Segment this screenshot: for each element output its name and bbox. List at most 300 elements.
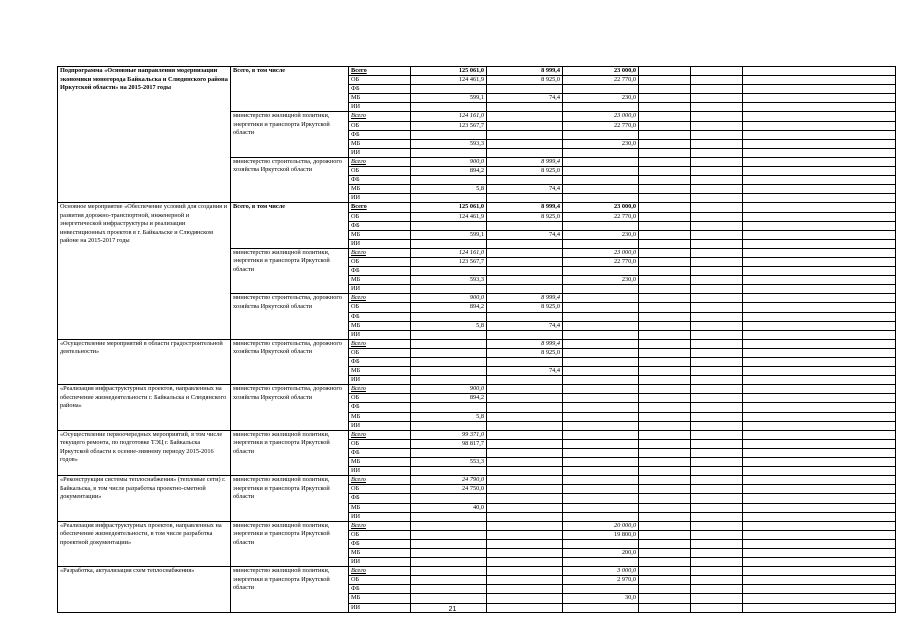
funding-source-cell: Всего	[349, 521, 411, 530]
value-cell	[411, 512, 487, 521]
empty-cell	[691, 339, 743, 348]
value-cell: 124 461,9	[411, 76, 487, 85]
executor-cell: министерство строительства, дорожного хозяйства Иркутской области	[231, 294, 349, 339]
executor-cell: министерство строительства, дорожного хозяйства Иркутской области	[231, 385, 349, 430]
value-cell	[563, 539, 639, 548]
empty-cell	[691, 312, 743, 321]
empty-cell	[691, 212, 743, 221]
value-cell	[487, 412, 563, 421]
value-cell	[487, 239, 563, 248]
empty-cell	[691, 157, 743, 166]
value-cell	[487, 139, 563, 148]
value-cell	[487, 267, 563, 276]
empty-cell	[639, 485, 691, 494]
funding-source-cell: ИИ	[349, 512, 411, 521]
value-cell	[487, 148, 563, 157]
value-cell	[411, 530, 487, 539]
event-name-cell: Подпрограмма «Основные направления модернизации экономики моногорода Байкальска и Слюдянского района Иркутской области» на 2015-2017 годы	[58, 67, 231, 203]
funding-source-cell: ИИ	[349, 603, 411, 612]
value-cell: 74,4	[487, 230, 563, 239]
value-cell: 24 750,0	[411, 485, 487, 494]
page-number: 21	[448, 606, 457, 613]
empty-cell	[691, 485, 743, 494]
empty-cell	[691, 476, 743, 485]
funding-source-cell: ИИ	[349, 148, 411, 157]
empty-cell	[639, 85, 691, 94]
table-row	[58, 67, 896, 76]
empty-cell	[639, 394, 691, 403]
value-cell	[487, 567, 563, 576]
funding-source-cell: ФБ	[349, 267, 411, 276]
value-cell	[487, 103, 563, 112]
value-cell	[563, 330, 639, 339]
empty-cell	[691, 130, 743, 139]
value-cell: 40,0	[411, 503, 487, 512]
empty-cell	[743, 85, 896, 94]
empty-cell	[743, 148, 896, 157]
empty-cell	[691, 103, 743, 112]
empty-cell	[743, 94, 896, 103]
empty-cell	[639, 476, 691, 485]
table-row	[58, 339, 896, 348]
funding-source-cell: ОБ	[349, 348, 411, 357]
value-cell	[563, 358, 639, 367]
value-cell: 22 770,0	[563, 121, 639, 130]
value-cell: 900,0	[411, 294, 487, 303]
funding-source-cell: ФБ	[349, 176, 411, 185]
funding-source-cell: ИИ	[349, 103, 411, 112]
funding-source-cell: ОБ	[349, 167, 411, 176]
empty-cell	[743, 221, 896, 230]
value-cell	[411, 539, 487, 548]
empty-cell	[691, 494, 743, 503]
value-cell: 8 925,0	[487, 76, 563, 85]
value-cell	[411, 558, 487, 567]
funding-source-cell: ОБ	[349, 212, 411, 221]
value-cell	[487, 421, 563, 430]
value-cell	[487, 548, 563, 557]
budget-table	[57, 66, 896, 613]
empty-cell	[691, 403, 743, 412]
value-cell: 8 925,0	[487, 167, 563, 176]
empty-cell	[691, 448, 743, 457]
value-cell	[487, 276, 563, 285]
value-cell: 894,2	[411, 303, 487, 312]
funding-source-cell: МБ	[349, 458, 411, 467]
executor-cell: Всего, в том числе	[231, 203, 349, 248]
value-cell: 22 770,0	[563, 212, 639, 221]
value-cell	[563, 303, 639, 312]
empty-cell	[743, 539, 896, 548]
value-cell	[563, 367, 639, 376]
value-cell	[487, 330, 563, 339]
funding-source-cell: ФБ	[349, 312, 411, 321]
funding-source-cell: ИИ	[349, 330, 411, 339]
value-cell	[563, 312, 639, 321]
empty-cell	[691, 385, 743, 394]
empty-cell	[743, 67, 896, 76]
empty-cell	[743, 194, 896, 203]
empty-cell	[639, 376, 691, 385]
value-cell	[563, 376, 639, 385]
empty-cell	[639, 167, 691, 176]
empty-cell	[639, 567, 691, 576]
empty-cell	[691, 176, 743, 185]
table-row	[58, 476, 896, 485]
empty-cell	[743, 367, 896, 376]
value-cell: 230,0	[563, 94, 639, 103]
empty-cell	[639, 558, 691, 567]
value-cell: 74,4	[487, 367, 563, 376]
empty-cell	[743, 494, 896, 503]
empty-cell	[691, 585, 743, 594]
value-cell	[487, 358, 563, 367]
empty-cell	[691, 467, 743, 476]
empty-cell	[743, 421, 896, 430]
value-cell	[563, 485, 639, 494]
funding-source-cell: МБ	[349, 548, 411, 557]
value-cell: 8 999,4	[487, 157, 563, 166]
value-cell	[487, 485, 563, 494]
value-cell: 8 925,0	[487, 348, 563, 357]
value-cell	[563, 167, 639, 176]
value-cell	[487, 112, 563, 121]
value-cell: 123 567,7	[411, 257, 487, 266]
empty-cell	[691, 576, 743, 585]
value-cell: 8 925,0	[487, 212, 563, 221]
value-cell: 98 817,7	[411, 439, 487, 448]
empty-cell	[743, 558, 896, 567]
value-cell	[411, 148, 487, 157]
value-cell: 2 970,0	[563, 576, 639, 585]
value-cell	[563, 421, 639, 430]
value-cell	[487, 585, 563, 594]
value-cell: 553,3	[411, 458, 487, 467]
empty-cell	[639, 439, 691, 448]
value-cell	[487, 439, 563, 448]
funding-source-cell: Всего	[349, 112, 411, 121]
funding-source-cell: ФБ	[349, 358, 411, 367]
value-cell: 124 461,9	[411, 212, 487, 221]
empty-cell	[691, 221, 743, 230]
empty-cell	[743, 430, 896, 439]
empty-cell	[743, 576, 896, 585]
empty-cell	[639, 403, 691, 412]
executor-cell: министерство жилищной политики, энергетики и транспорта Иркутской области	[231, 476, 349, 521]
empty-cell	[639, 130, 691, 139]
executor-cell: министерство жилищной политики, энергетики и транспорта Иркутской области	[231, 248, 349, 293]
empty-cell	[691, 94, 743, 103]
empty-cell	[639, 430, 691, 439]
value-cell	[563, 503, 639, 512]
value-cell	[563, 194, 639, 203]
value-cell	[563, 294, 639, 303]
empty-cell	[639, 358, 691, 367]
value-cell	[411, 376, 487, 385]
empty-cell	[691, 230, 743, 239]
value-cell	[411, 85, 487, 94]
empty-cell	[691, 257, 743, 266]
empty-cell	[691, 276, 743, 285]
empty-cell	[743, 476, 896, 485]
funding-source-cell: ОБ	[349, 303, 411, 312]
value-cell: 894,2	[411, 394, 487, 403]
funding-source-cell: ОБ	[349, 530, 411, 539]
empty-cell	[691, 358, 743, 367]
empty-cell	[691, 367, 743, 376]
value-cell	[563, 221, 639, 230]
value-cell	[487, 494, 563, 503]
executor-cell: Всего, в том числе	[231, 67, 349, 112]
value-cell	[411, 194, 487, 203]
empty-cell	[691, 121, 743, 130]
funding-source-cell: ФБ	[349, 448, 411, 457]
empty-cell	[639, 103, 691, 112]
value-cell	[411, 421, 487, 430]
empty-cell	[639, 230, 691, 239]
empty-cell	[743, 103, 896, 112]
value-cell	[487, 458, 563, 467]
value-cell	[487, 248, 563, 257]
value-cell	[563, 412, 639, 421]
empty-cell	[691, 167, 743, 176]
value-cell	[563, 439, 639, 448]
empty-cell	[743, 167, 896, 176]
value-cell	[411, 221, 487, 230]
value-cell: 593,3	[411, 276, 487, 285]
value-cell: 74,4	[487, 185, 563, 194]
funding-source-cell: МБ	[349, 230, 411, 239]
value-cell	[563, 394, 639, 403]
value-cell	[563, 385, 639, 394]
value-cell: 19 800,0	[563, 530, 639, 539]
empty-cell	[639, 157, 691, 166]
value-cell	[487, 448, 563, 457]
empty-cell	[743, 376, 896, 385]
empty-cell	[639, 276, 691, 285]
empty-cell	[743, 239, 896, 248]
empty-cell	[639, 248, 691, 257]
value-cell	[563, 157, 639, 166]
funding-source-cell: МБ	[349, 503, 411, 512]
funding-source-cell: МБ	[349, 94, 411, 103]
funding-source-cell: ОБ	[349, 394, 411, 403]
table-row	[58, 430, 896, 439]
value-cell: 599,1	[411, 94, 487, 103]
empty-cell	[639, 321, 691, 330]
empty-cell	[691, 239, 743, 248]
value-cell: 230,0	[563, 230, 639, 239]
empty-cell	[743, 339, 896, 348]
empty-cell	[743, 203, 896, 212]
value-cell	[487, 512, 563, 521]
value-cell: 125 061,0	[411, 203, 487, 212]
empty-cell	[639, 194, 691, 203]
empty-cell	[639, 185, 691, 194]
empty-cell	[691, 558, 743, 567]
empty-cell	[639, 530, 691, 539]
empty-cell	[743, 303, 896, 312]
empty-cell	[691, 139, 743, 148]
empty-cell	[639, 312, 691, 321]
funding-source-cell: Всего	[349, 476, 411, 485]
empty-cell	[691, 194, 743, 203]
empty-cell	[743, 521, 896, 530]
value-cell	[487, 594, 563, 603]
funding-source-cell: МБ	[349, 594, 411, 603]
empty-cell	[743, 403, 896, 412]
value-cell: 8 999,4	[487, 294, 563, 303]
funding-source-cell: ФБ	[349, 585, 411, 594]
funding-source-cell: МБ	[349, 412, 411, 421]
empty-cell	[691, 421, 743, 430]
value-cell: 230,0	[563, 139, 639, 148]
empty-cell	[639, 348, 691, 357]
value-cell: 599,1	[411, 230, 487, 239]
value-cell	[563, 448, 639, 457]
event-name-cell: «Реализация инфраструктурных проектов, направленных на обеспечение жизнедеятельности г. Байкальска и Слюдянского района»	[58, 385, 231, 430]
empty-cell	[691, 112, 743, 121]
funding-source-cell: Всего	[349, 430, 411, 439]
funding-source-cell: Всего	[349, 203, 411, 212]
empty-cell	[639, 176, 691, 185]
value-cell	[487, 221, 563, 230]
event-name-cell: «Разработка, актуализация схем теплоснабжения»	[58, 567, 231, 612]
value-cell: 74,4	[487, 94, 563, 103]
empty-cell	[639, 257, 691, 266]
executor-cell: министерство жилищной политики, энергетики и транспорта Иркутской области	[231, 112, 349, 157]
empty-cell	[743, 294, 896, 303]
value-cell: 900,0	[411, 157, 487, 166]
empty-cell	[639, 548, 691, 557]
empty-cell	[743, 567, 896, 576]
value-cell: 23 000,0	[563, 248, 639, 257]
empty-cell	[691, 185, 743, 194]
empty-cell	[639, 412, 691, 421]
value-cell	[411, 267, 487, 276]
value-cell	[411, 176, 487, 185]
funding-source-cell: ОБ	[349, 485, 411, 494]
value-cell	[487, 394, 563, 403]
value-cell: 74,4	[487, 321, 563, 330]
value-cell	[487, 385, 563, 394]
empty-cell	[639, 76, 691, 85]
value-cell: 5,8	[411, 185, 487, 194]
table-row	[58, 203, 896, 212]
value-cell: 593,3	[411, 139, 487, 148]
empty-cell	[639, 585, 691, 594]
empty-cell	[743, 76, 896, 85]
value-cell	[487, 521, 563, 530]
empty-cell	[743, 358, 896, 367]
value-cell	[563, 239, 639, 248]
empty-cell	[639, 67, 691, 76]
empty-cell	[743, 439, 896, 448]
value-cell	[487, 85, 563, 94]
empty-cell	[743, 585, 896, 594]
empty-cell	[691, 67, 743, 76]
value-cell	[487, 121, 563, 130]
empty-cell	[639, 576, 691, 585]
empty-cell	[639, 239, 691, 248]
empty-cell	[639, 294, 691, 303]
empty-cell	[743, 230, 896, 239]
value-cell	[563, 267, 639, 276]
value-cell	[563, 467, 639, 476]
funding-source-cell: МБ	[349, 185, 411, 194]
empty-cell	[639, 539, 691, 548]
funding-source-cell: Всего	[349, 339, 411, 348]
empty-cell	[691, 594, 743, 603]
value-cell: 22 770,0	[563, 257, 639, 266]
empty-cell	[691, 530, 743, 539]
funding-source-cell: ФБ	[349, 403, 411, 412]
value-cell	[411, 576, 487, 585]
value-cell	[411, 448, 487, 457]
value-cell	[487, 476, 563, 485]
empty-cell	[691, 503, 743, 512]
value-cell: 99 371,0	[411, 430, 487, 439]
value-cell	[563, 176, 639, 185]
value-cell	[411, 467, 487, 476]
value-cell	[411, 339, 487, 348]
empty-cell	[743, 458, 896, 467]
empty-cell	[691, 412, 743, 421]
funding-source-cell: ОБ	[349, 76, 411, 85]
value-cell	[411, 285, 487, 294]
empty-cell	[743, 348, 896, 357]
value-cell	[563, 348, 639, 357]
funding-source-cell: МБ	[349, 367, 411, 376]
empty-cell	[743, 276, 896, 285]
empty-cell	[743, 503, 896, 512]
value-cell	[487, 285, 563, 294]
value-cell: 24 790,0	[411, 476, 487, 485]
value-cell	[563, 148, 639, 157]
empty-cell	[691, 303, 743, 312]
empty-cell	[691, 394, 743, 403]
value-cell	[487, 530, 563, 539]
empty-cell	[743, 130, 896, 139]
empty-cell	[639, 330, 691, 339]
value-cell	[487, 194, 563, 203]
empty-cell	[639, 421, 691, 430]
empty-cell	[743, 448, 896, 457]
value-cell: 123 567,7	[411, 121, 487, 130]
empty-cell	[691, 285, 743, 294]
empty-cell	[743, 267, 896, 276]
empty-cell	[743, 330, 896, 339]
value-cell	[563, 185, 639, 194]
table-row	[58, 385, 896, 394]
value-cell	[487, 430, 563, 439]
empty-cell	[691, 148, 743, 157]
empty-cell	[691, 521, 743, 530]
value-cell	[487, 176, 563, 185]
empty-cell	[743, 594, 896, 603]
value-cell	[487, 503, 563, 512]
empty-cell	[639, 494, 691, 503]
event-name-cell: Основное мероприятие «Обеспечение условий для создания и развития дорожно-транспортной, инженерной и энергетической инфраструктуры и реализации инвестиционных проектов в г. Байкальске и Слюдянском районе на 2015-2017 годы	[58, 203, 231, 339]
value-cell: 124 161,0	[411, 112, 487, 121]
empty-cell	[639, 503, 691, 512]
value-cell	[411, 367, 487, 376]
empty-cell	[691, 430, 743, 439]
value-cell	[411, 312, 487, 321]
empty-cell	[691, 321, 743, 330]
value-cell: 894,2	[411, 167, 487, 176]
funding-source-cell: МБ	[349, 276, 411, 285]
